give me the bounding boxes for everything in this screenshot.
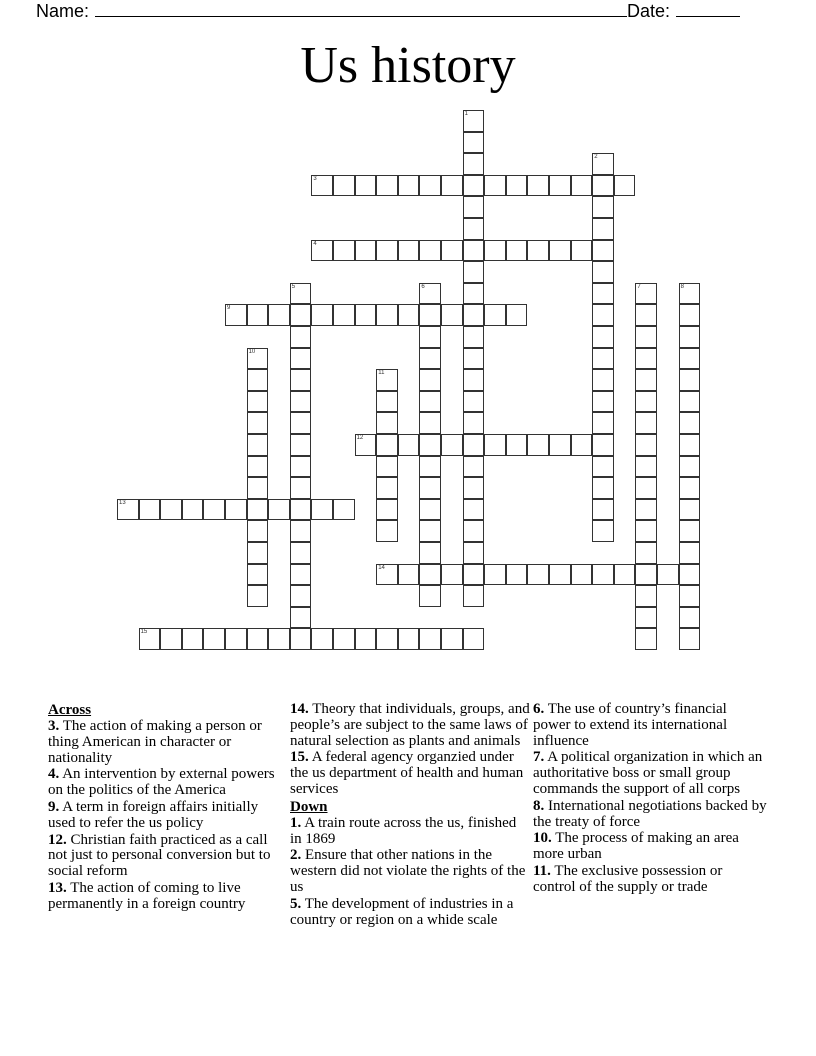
crossword-cell[interactable] (679, 477, 701, 499)
crossword-cell[interactable] (247, 456, 269, 478)
crossword-cell[interactable] (592, 348, 614, 370)
crossword-cell[interactable] (419, 283, 441, 305)
clue-down (533, 799, 768, 831)
crossword-cell[interactable] (592, 499, 614, 521)
crossword-cell[interactable] (571, 240, 593, 262)
crossword-cell[interactable] (635, 499, 657, 521)
crossword-cell[interactable] (592, 175, 614, 197)
crossword-cell[interactable] (463, 348, 485, 370)
crossword-cell[interactable] (463, 542, 485, 564)
crossword-cell[interactable] (355, 304, 377, 326)
clue-number: 7. (533, 749, 545, 766)
crossword-cell[interactable] (463, 110, 485, 132)
crossword-cell[interactable] (679, 412, 701, 434)
crossword-cell[interactable] (419, 564, 441, 586)
crossword-cell[interactable] (290, 391, 312, 413)
crossword-cell[interactable] (139, 499, 161, 521)
crossword-cell[interactable] (290, 607, 312, 629)
crossword-cell[interactable] (419, 456, 441, 478)
crossword-cell[interactable] (355, 175, 377, 197)
crossword-cell[interactable] (398, 240, 420, 262)
crossword-cell[interactable] (635, 564, 657, 586)
crossword-cell[interactable] (592, 412, 614, 434)
crossword-cell[interactable] (441, 240, 463, 262)
clue-text: The action of coming to live permanently in a foreign country (48, 879, 246, 912)
crossword-cell[interactable] (635, 434, 657, 456)
clue-text: The exclusive possession or control of the supply or trade (533, 862, 723, 895)
cell-number: 13 (119, 499, 126, 506)
crossword-cell[interactable] (635, 607, 657, 629)
crossword-cell[interactable] (398, 564, 420, 586)
cell-number: 4 (313, 240, 317, 247)
crossword-cell[interactable] (376, 412, 398, 434)
clue-text: A federal agency organzied under the us department of health and human services (290, 749, 524, 797)
crossword-cell[interactable] (247, 348, 269, 370)
crossword-cell[interactable] (311, 175, 333, 197)
crossword-cell[interactable] (398, 175, 420, 197)
crossword-cell[interactable] (376, 304, 398, 326)
crossword-cell[interactable] (592, 218, 614, 240)
clue-text: The process of making an area more urban (533, 830, 739, 863)
crossword-cell[interactable] (441, 175, 463, 197)
crossword-cell[interactable] (290, 564, 312, 586)
crossword-cell[interactable] (635, 369, 657, 391)
crossword-cell[interactable] (463, 240, 485, 262)
crossword-cell[interactable] (203, 499, 225, 521)
crossword-cell[interactable] (290, 628, 312, 650)
crossword-cell[interactable] (419, 477, 441, 499)
crossword-cell[interactable] (419, 520, 441, 542)
cell-number: 5 (291, 283, 296, 290)
clue-across (48, 719, 288, 766)
crossword-cell[interactable] (311, 628, 333, 650)
crossword-cell[interactable] (592, 261, 614, 283)
crossword-cell[interactable] (182, 628, 204, 650)
crossword-cell[interactable] (463, 456, 485, 478)
crossword-cell[interactable] (290, 369, 312, 391)
crossword-cell[interactable] (506, 434, 528, 456)
crossword-cell[interactable] (290, 326, 312, 348)
crossword-cell[interactable] (463, 564, 485, 586)
crossword-cell[interactable] (441, 564, 463, 586)
clue-text: Christian faith practiced as a call not just to personal conversion but to social reform (48, 831, 271, 880)
crossword-cell[interactable] (376, 240, 398, 262)
crossword-cell[interactable] (592, 240, 614, 262)
crossword-cell[interactable] (614, 175, 636, 197)
cell-number: 8 (680, 283, 684, 290)
cell-number: 11 (378, 370, 385, 377)
crossword-cell[interactable] (679, 585, 701, 607)
crossword-cell[interactable] (679, 434, 701, 456)
clue-text: A train route across the us, finished in 1869 (290, 814, 517, 847)
cell-number: 7 (637, 283, 641, 290)
crossword-cell[interactable] (592, 326, 614, 348)
crossword-cell[interactable] (333, 499, 355, 521)
crossword-cell[interactable] (290, 412, 312, 434)
crossword-cell[interactable] (635, 628, 657, 650)
clue-text: The development of industries in a country or region on a whide scale (290, 895, 514, 928)
crossword-cell[interactable] (592, 564, 614, 586)
crossword-cell[interactable] (527, 434, 549, 456)
crossword-cell[interactable] (139, 628, 161, 650)
crossword-cell[interactable] (484, 434, 506, 456)
crossword-cell[interactable] (311, 499, 333, 521)
crossword-cell[interactable] (463, 585, 485, 607)
crossword-cell[interactable] (247, 412, 269, 434)
clue-number: 1. (290, 814, 302, 831)
crossword-cell[interactable] (376, 477, 398, 499)
crossword-cell[interactable] (419, 542, 441, 564)
clue-number: 13. (48, 879, 67, 896)
crossword-cell[interactable] (419, 304, 441, 326)
crossword-cell[interactable] (679, 283, 701, 305)
clue-number: 15. (290, 749, 309, 766)
crossword-cell[interactable] (635, 585, 657, 607)
crossword-cell[interactable] (225, 304, 247, 326)
crossword-cell[interactable] (635, 391, 657, 413)
crossword-cell[interactable] (484, 304, 506, 326)
clue-across (48, 833, 288, 880)
crossword-cell[interactable] (225, 499, 247, 521)
clue-text: A political organization in which an authoritative boss or small group commands the support of all corps (533, 749, 763, 797)
clue-number: 9. (48, 798, 60, 815)
crossword-cell[interactable] (571, 434, 593, 456)
crossword-cell[interactable] (463, 499, 485, 521)
crossword-cell[interactable] (355, 434, 377, 456)
crossword-cell[interactable] (463, 520, 485, 542)
crossword-cell[interactable] (549, 564, 571, 586)
clue-number: 4. (48, 766, 60, 783)
crossword-cell[interactable] (441, 304, 463, 326)
crossword-cell[interactable] (247, 520, 269, 542)
clue-down (533, 831, 768, 863)
clue-down (533, 702, 768, 749)
crossword-cell[interactable] (527, 564, 549, 586)
page-title: Us history (300, 37, 516, 94)
crossword-cell[interactable] (657, 564, 679, 586)
clue-number: 5. (290, 895, 302, 912)
crossword-cell[interactable] (419, 412, 441, 434)
crossword-cell[interactable] (419, 348, 441, 370)
crossword-cell[interactable] (506, 564, 528, 586)
clue-text: The use of country’s financial power to extend its international influence (533, 701, 728, 749)
clues-column-3 (533, 702, 768, 897)
crossword-cell[interactable] (290, 456, 312, 478)
crossword-cell[interactable] (463, 175, 485, 197)
crossword-cell[interactable] (549, 240, 571, 262)
crossword-cell[interactable] (290, 434, 312, 456)
crossword-cell[interactable] (376, 456, 398, 478)
crossword-cell[interactable] (419, 434, 441, 456)
crossword-cell[interactable] (463, 628, 485, 650)
crossword-cell[interactable] (635, 456, 657, 478)
clue-text: An intervention by external powers on the politics of the America (48, 766, 275, 799)
crossword-cell[interactable] (484, 564, 506, 586)
crossword-cell[interactable] (463, 261, 485, 283)
clue-number: 11. (533, 862, 551, 879)
crossword-cell[interactable] (463, 412, 485, 434)
clue-number: 10. (533, 830, 552, 847)
crossword-cell[interactable] (635, 520, 657, 542)
crossword-cell[interactable] (247, 585, 269, 607)
cell-number: 14 (378, 564, 385, 571)
crossword-cell[interactable] (679, 564, 701, 586)
clue-text: A term in foreign affairs initially used to refer the us policy (48, 798, 259, 831)
crossword-cell[interactable] (679, 391, 701, 413)
crossword-cell[interactable] (398, 434, 420, 456)
crossword-cell[interactable] (592, 391, 614, 413)
crossword-cell[interactable] (419, 175, 441, 197)
across-heading: Across (48, 702, 92, 718)
crossword-cell[interactable] (635, 304, 657, 326)
crossword-cell[interactable] (311, 240, 333, 262)
crossword-cell[interactable] (333, 175, 355, 197)
crossword-cell[interactable] (419, 499, 441, 521)
crossword-cell[interactable] (592, 304, 614, 326)
crossword-cell[interactable] (463, 326, 485, 348)
crossword-cell[interactable] (441, 628, 463, 650)
crossword-cell[interactable] (592, 456, 614, 478)
crossword-cell[interactable] (290, 477, 312, 499)
crossword-cell[interactable] (506, 240, 528, 262)
crossword-cell[interactable] (463, 477, 485, 499)
crossword-cell[interactable] (247, 628, 269, 650)
crossword-cell[interactable] (549, 434, 571, 456)
clue-text: Ensure that other nations in the western did not violate the rights of the us (290, 847, 526, 895)
crossword-cell[interactable] (311, 304, 333, 326)
crossword-cell[interactable] (376, 369, 398, 391)
crossword-cell[interactable] (571, 175, 593, 197)
name-label: Name: (36, 1, 90, 21)
crossword-cell[interactable] (419, 585, 441, 607)
clue-down (290, 897, 530, 929)
crossword-cell[interactable] (463, 391, 485, 413)
clue-number: 6. (533, 701, 545, 717)
crossword-cell[interactable] (679, 607, 701, 629)
cell-number: 1 (464, 111, 468, 117)
crossword-cell[interactable] (268, 628, 290, 650)
crossword-cell[interactable] (355, 240, 377, 262)
crossword-cell[interactable] (290, 304, 312, 326)
crossword-cell[interactable] (225, 628, 247, 650)
crossword-cell[interactable] (592, 434, 614, 456)
crossword-cell[interactable] (592, 153, 614, 175)
crossword-cell[interactable] (333, 628, 355, 650)
crossword-cell[interactable] (592, 196, 614, 218)
cell-number: 15 (140, 629, 148, 636)
crossword-cell[interactable] (376, 391, 398, 413)
crossword-cell[interactable] (419, 240, 441, 262)
clue-across (48, 881, 288, 913)
crossword-cell[interactable] (527, 175, 549, 197)
clue-text: International negotiations backed by the treaty of force (533, 797, 767, 830)
crossword-cell[interactable] (484, 175, 506, 197)
clue-number: 3. (48, 718, 60, 734)
crossword-cell[interactable] (679, 326, 701, 348)
crossword-cell[interactable] (290, 520, 312, 542)
crossword-cell[interactable] (635, 326, 657, 348)
crossword-cell[interactable] (506, 304, 528, 326)
crossword-cell[interactable] (635, 542, 657, 564)
clues-column-1 (48, 702, 288, 914)
crossword-cell[interactable] (376, 499, 398, 521)
crossword-cell[interactable] (463, 434, 485, 456)
crossword-cell[interactable] (376, 520, 398, 542)
crossword-cell[interactable] (592, 477, 614, 499)
clue-across (290, 702, 530, 749)
crossword-cell[interactable] (376, 564, 398, 586)
clue-number: 8. (533, 797, 545, 814)
crossword-cell[interactable] (268, 304, 290, 326)
crossword-cell[interactable] (635, 477, 657, 499)
crossword-cell[interactable] (247, 304, 269, 326)
clue-number: 14. (290, 701, 309, 717)
crossword-cell[interactable] (592, 520, 614, 542)
crossword-cell[interactable] (592, 283, 614, 305)
crossword-cell[interactable] (247, 477, 269, 499)
crossword-cell[interactable] (463, 304, 485, 326)
cell-number: 3 (313, 175, 317, 182)
crossword-cell[interactable] (527, 240, 549, 262)
cell-number: 2 (594, 154, 598, 161)
crossword-cell[interactable] (679, 348, 701, 370)
clue-down (533, 864, 768, 896)
crossword-cell[interactable] (398, 628, 420, 650)
crossword-cell[interactable] (679, 369, 701, 391)
crossword-cell[interactable] (484, 240, 506, 262)
clue-across (48, 800, 288, 832)
clue-text: Theory that individuals, groups, and people’s are subject to the same laws of natural selection as plants and animals (290, 701, 530, 749)
crossword-cell[interactable] (398, 304, 420, 326)
crossword-cell[interactable] (247, 391, 269, 413)
crossword-cell[interactable] (117, 499, 139, 521)
crossword-cell[interactable] (247, 499, 269, 521)
crossword-cell[interactable] (679, 304, 701, 326)
clue-down (533, 750, 768, 797)
crossword-cell[interactable] (160, 499, 182, 521)
crossword-cell[interactable] (247, 369, 269, 391)
crossword-cell[interactable] (333, 240, 355, 262)
crossword-cell[interactable] (182, 499, 204, 521)
crossword-cell[interactable] (247, 434, 269, 456)
clue-text: The action of making a person or thing American in character or nationality (48, 718, 262, 766)
crossword-cell[interactable] (247, 542, 269, 564)
crossword-cell[interactable] (614, 564, 636, 586)
crossword-cell[interactable] (463, 218, 485, 240)
crossword-cell[interactable] (679, 520, 701, 542)
down-heading: Down (290, 798, 328, 815)
crossword-cell[interactable] (290, 283, 312, 305)
clue-across (48, 767, 288, 799)
crossword-cell[interactable] (463, 283, 485, 305)
crossword-cell[interactable] (592, 369, 614, 391)
crossword-cell[interactable] (376, 175, 398, 197)
crossword-cell[interactable] (679, 499, 701, 521)
crossword-cell[interactable] (463, 369, 485, 391)
clue-down (290, 848, 530, 895)
crossword-cell[interactable] (679, 628, 701, 650)
crossword-cell[interactable] (268, 499, 290, 521)
clue-number: 2. (290, 847, 302, 864)
crossword-cell[interactable] (419, 326, 441, 348)
crossword-cell[interactable] (506, 175, 528, 197)
crossword-cell[interactable] (679, 456, 701, 478)
crossword-cell[interactable] (376, 628, 398, 650)
crossword-cell[interactable] (463, 196, 485, 218)
crossword-cell[interactable] (355, 628, 377, 650)
crossword-cell[interactable] (290, 499, 312, 521)
crossword-cell[interactable] (160, 628, 182, 650)
crossword-cell[interactable] (463, 153, 485, 175)
clue-number: 12. (48, 831, 67, 848)
crossword-cell[interactable] (419, 369, 441, 391)
crossword-cell[interactable] (290, 542, 312, 564)
clue-down (290, 816, 530, 848)
cell-number: 12 (356, 435, 364, 441)
crossword-cell[interactable] (203, 628, 225, 650)
clue-across (290, 750, 530, 797)
crossword-cell[interactable] (635, 348, 657, 370)
crossword-cell[interactable] (441, 434, 463, 456)
crossword-cell[interactable] (679, 542, 701, 564)
crossword-cell[interactable] (635, 283, 657, 305)
crossword-cell[interactable] (419, 391, 441, 413)
crossword-cell[interactable] (571, 564, 593, 586)
clues-column-2 (290, 702, 530, 929)
crossword-cell[interactable] (290, 585, 312, 607)
crossword-cell[interactable] (549, 175, 571, 197)
crossword-cell[interactable] (290, 348, 312, 370)
crossword-cell[interactable] (463, 132, 485, 154)
cell-number: 6 (421, 283, 425, 290)
cell-number: 9 (227, 305, 231, 312)
crossword-cell[interactable] (247, 564, 269, 586)
crossword-cell[interactable] (333, 304, 355, 326)
crossword-cell[interactable] (376, 434, 398, 456)
cell-number: 10 (248, 348, 256, 355)
date-label: Date: (627, 1, 671, 21)
crossword-cell[interactable] (419, 628, 441, 650)
crossword-cell[interactable] (635, 412, 657, 434)
